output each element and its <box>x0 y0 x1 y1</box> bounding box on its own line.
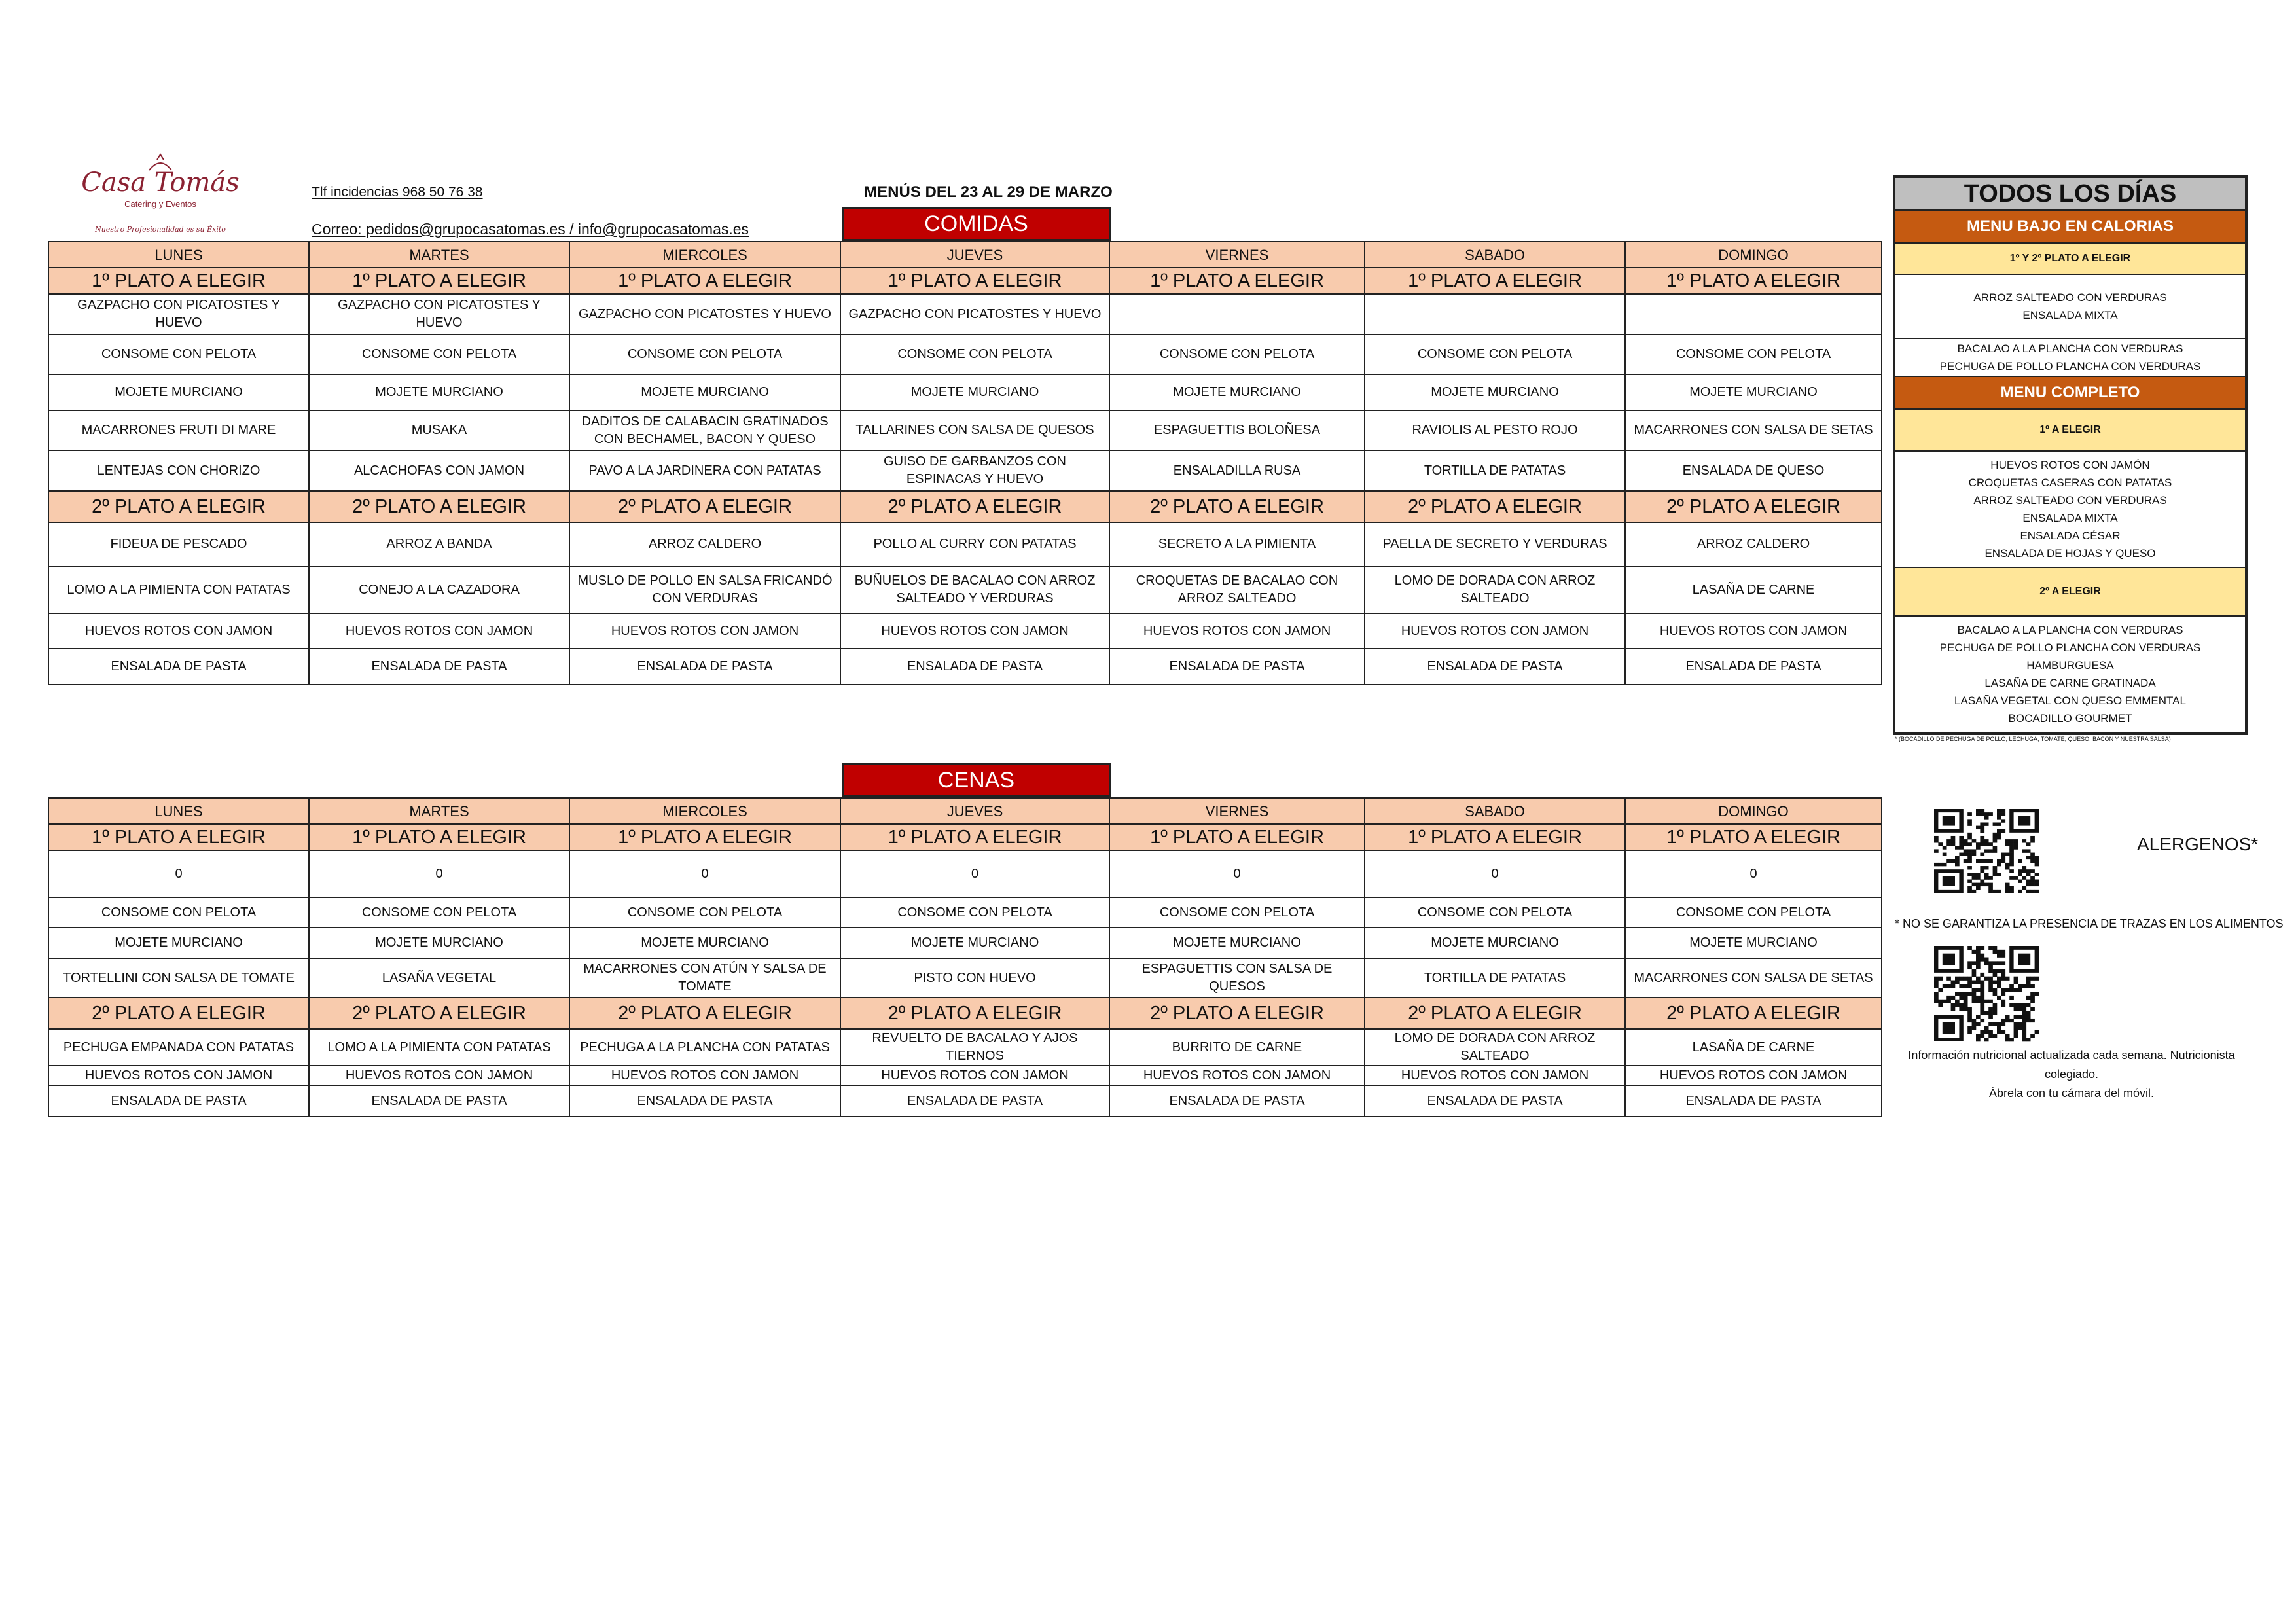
menu-row-cell <box>1365 294 1625 334</box>
full-first-subtitle: 1º A ELEGIR <box>1895 410 2245 452</box>
menu-row-cell: MOJETE MURCIANO <box>1625 374 1882 410</box>
menu-row <box>48 958 1882 998</box>
camera-instruction: Ábrela con tu cámara del móvil. <box>1988 1087 2155 1100</box>
menu-row-cell: LOMO DE DORADA CON ARROZ SALTEADO <box>1365 1029 1625 1066</box>
menu-row-cell <box>1625 294 1882 334</box>
menu-row-cell: MOJETE MURCIANO <box>569 928 840 958</box>
day-header-row-cell: MARTES <box>309 242 569 268</box>
menu-row-cell: CONSOME CON PELOTA <box>840 897 1109 928</box>
menu-row-cell: ENSALADILLA RUSA <box>1109 450 1365 491</box>
second-course-header-row-cell: 2º PLATO A ELEGIR <box>48 491 309 522</box>
panel-list-item: ENSALADA CÉSAR <box>2020 530 2121 542</box>
menu-row-cell: MOJETE MURCIANO <box>840 374 1109 410</box>
menu-row-cell: CONSOME CON PELOTA <box>1109 334 1365 374</box>
menu-row-cell: TORTILLA DE PATATAS <box>1365 450 1625 491</box>
menu-row-cell: MACARRONES CON ATÚN Y SALSA DE TOMATE <box>569 958 840 998</box>
first-course-header-row-cell: 1º PLATO A ELEGIR <box>840 268 1109 294</box>
menu-row-cell: MOJETE MURCIANO <box>840 928 1109 958</box>
menu-row-cell: ARROZ CALDERO <box>1625 522 1882 566</box>
menu-row-cell: HUEVOS ROTOS CON JAMON <box>1625 613 1882 649</box>
second-course-header-row-cell: 2º PLATO A ELEGIR <box>569 998 840 1029</box>
menu-row-cell: SECRETO A LA PIMIENTA <box>1109 522 1365 566</box>
menu-row <box>48 1066 1882 1085</box>
panel-list-item: HAMBURGUESA <box>2026 659 2114 672</box>
menu-row-cell: ENSALADA DE PASTA <box>569 649 840 685</box>
first-course-header-row-cell: 1º PLATO A ELEGIR <box>1365 824 1625 850</box>
first-course-header-row-cell: 1º PLATO A ELEGIR <box>1365 268 1625 294</box>
menu-row-cell: MACARRONES FRUTI DI MARE <box>48 410 309 450</box>
cenas-banner: CENAS <box>842 763 1111 797</box>
menu-row-cell: CONEJO A LA CAZADORA <box>309 566 569 613</box>
contact-email[interactable]: Correo: pedidos@grupocasatomas.es / info@grupocasatomas.es <box>312 221 749 238</box>
menu-row-cell: HUEVOS ROTOS CON JAMON <box>569 1066 840 1085</box>
first-course-header-row <box>48 824 1882 850</box>
day-header-row-cell: JUEVES <box>840 798 1109 824</box>
menu-row-cell: GAZPACHO CON PICATOSTES Y HUEVO <box>309 294 569 334</box>
logo-sub: Catering y Eventos <box>124 199 196 209</box>
panel-list-item: BACALAO A LA PLANCHA CON VERDURAS <box>1957 342 2183 355</box>
menu-row-cell: 0 <box>1109 850 1365 897</box>
menu-row-cell: 0 <box>309 850 569 897</box>
first-course-header-row-cell: 1º PLATO A ELEGIR <box>569 824 840 850</box>
panel-list-item: CROQUETAS CASERAS CON PATATAS <box>1968 477 2172 489</box>
day-header-row <box>48 798 1882 824</box>
menu-row <box>48 1029 1882 1066</box>
menu-row-cell: ARROZ CALDERO <box>569 522 840 566</box>
menu-row-cell: HUEVOS ROTOS CON JAMON <box>1365 1066 1625 1085</box>
menu-row-cell: CONSOME CON PELOTA <box>309 897 569 928</box>
full-second-list <box>1895 617 2245 731</box>
menu-row-cell: MOJETE MURCIANO <box>1625 928 1882 958</box>
second-course-header-row-cell: 2º PLATO A ELEGIR <box>1365 998 1625 1029</box>
menu-row-cell: MOJETE MURCIANO <box>309 374 569 410</box>
menu-row <box>48 649 1882 685</box>
menu-row-cell: BURRITO DE CARNE <box>1109 1029 1365 1066</box>
menu-row-cell: CROQUETAS DE BACALAO CON ARROZ SALTEADO <box>1109 566 1365 613</box>
menu-row-cell: CONSOME CON PELOTA <box>1625 334 1882 374</box>
menu-row-cell: MOJETE MURCIANO <box>48 928 309 958</box>
menu-row-cell: ENSALADA DE QUESO <box>1625 450 1882 491</box>
first-course-header-row-cell: 1º PLATO A ELEGIR <box>1625 824 1882 850</box>
menu-row-cell: ESPAGUETTIS BOLOÑESA <box>1109 410 1365 450</box>
menu-row <box>48 294 1882 334</box>
menu-row <box>48 410 1882 450</box>
second-course-header-row-cell: 2º PLATO A ELEGIR <box>309 998 569 1029</box>
menu-row-cell: MOJETE MURCIANO <box>1365 374 1625 410</box>
menu-row-cell <box>1109 294 1365 334</box>
second-course-header-row-cell: 2º PLATO A ELEGIR <box>1365 491 1625 522</box>
menu-row-cell: TALLARINES CON SALSA DE QUESOS <box>840 410 1109 450</box>
menu-row-cell: ENSALADA DE PASTA <box>1625 1085 1882 1117</box>
menu-row-cell: ENSALADA DE PASTA <box>1109 649 1365 685</box>
second-course-header-row-cell: 2º PLATO A ELEGIR <box>840 998 1109 1029</box>
panel-list-item: ENSALADA MIXTA <box>2022 309 2118 321</box>
menu-row-cell: MACARRONES CON SALSA DE SETAS <box>1625 410 1882 450</box>
menu-row-cell: MACARRONES CON SALSA DE SETAS <box>1625 958 1882 998</box>
panel-list-item: PECHUGA DE POLLO PLANCHA CON VERDURAS <box>1939 360 2201 372</box>
menu-row-cell: PAELLA DE SECRETO Y VERDURAS <box>1365 522 1625 566</box>
day-header-row-cell: SABADO <box>1365 242 1625 268</box>
first-course-header-row-cell: 1º PLATO A ELEGIR <box>309 824 569 850</box>
menu-row-cell: RAVIOLIS AL PESTO ROJO <box>1365 410 1625 450</box>
menu-row <box>48 1085 1882 1117</box>
nutrition-qr-code[interactable] <box>1934 946 2039 1030</box>
menu-row-cell: GAZPACHO CON PICATOSTES Y HUEVO <box>840 294 1109 334</box>
menu-row-cell: ENSALADA DE PASTA <box>569 1085 840 1117</box>
menu-row-cell: HUEVOS ROTOS CON JAMON <box>309 613 569 649</box>
day-header-row-cell: MARTES <box>309 798 569 824</box>
menu-row-cell: PISTO CON HUEVO <box>840 958 1109 998</box>
menu-row-cell: MOJETE MURCIANO <box>1109 374 1365 410</box>
menu-row-cell: CONSOME CON PELOTA <box>309 334 569 374</box>
menu-row-cell: ALCACHOFAS CON JAMON <box>309 450 569 491</box>
menu-row <box>48 850 1882 897</box>
menu-row-cell: LOMO A LA PIMIENTA CON PATATAS <box>309 1029 569 1066</box>
first-course-header-row-cell: 1º PLATO A ELEGIR <box>1625 268 1882 294</box>
menu-row-cell: 0 <box>1365 850 1625 897</box>
menu-row-cell: ARROZ A BANDA <box>309 522 569 566</box>
second-course-header-row-cell: 2º PLATO A ELEGIR <box>48 998 309 1029</box>
menu-row <box>48 450 1882 491</box>
bocadillo-footnote: * (BOCADILLO DE PECHUGA DE POLLO, LECHUGA, TOMATE, QUESO, BACON Y NUESTRA SALSA) <box>1895 736 2171 742</box>
menu-row-cell: ENSALADA DE PASTA <box>1365 1085 1625 1117</box>
menu-row-cell: MOJETE MURCIANO <box>309 928 569 958</box>
day-header-row-cell: VIERNES <box>1109 242 1365 268</box>
second-course-header-row-cell: 2º PLATO A ELEGIR <box>1109 491 1365 522</box>
second-course-header-row <box>48 998 1882 1029</box>
menu-row-cell: 0 <box>1625 850 1882 897</box>
low-cal-group-1 <box>1895 275 2245 339</box>
panel-list-item: ENSALADA MIXTA <box>2022 512 2118 524</box>
first-course-header-row-cell: 1º PLATO A ELEGIR <box>48 268 309 294</box>
day-header-row-cell: LUNES <box>48 242 309 268</box>
day-header-row-cell: LUNES <box>48 798 309 824</box>
menu-row-cell: CONSOME CON PELOTA <box>1109 897 1365 928</box>
menu-row-cell: CONSOME CON PELOTA <box>569 334 840 374</box>
menu-row-cell: CONSOME CON PELOTA <box>48 334 309 374</box>
menu-row-cell: 0 <box>840 850 1109 897</box>
menu-row-cell: MOJETE MURCIANO <box>1365 928 1625 958</box>
menu-title: MENÚS DEL 23 AL 29 DE MARZO <box>864 183 1113 201</box>
menu-row-cell: PAVO A LA JARDINERA CON PATATAS <box>569 450 840 491</box>
menu-row-cell: LOMO DE DORADA CON ARROZ SALTEADO <box>1365 566 1625 613</box>
menu-row-cell: POLLO AL CURRY CON PATATAS <box>840 522 1109 566</box>
menu-row-cell: 0 <box>48 850 309 897</box>
second-course-header-row <box>48 491 1882 522</box>
menu-row-cell: LASAÑA DE CARNE <box>1625 1029 1882 1066</box>
menu-row-cell: BUÑUELOS DE BACALAO CON ARROZ SALTEADO Y VERDURAS <box>840 566 1109 613</box>
menu-row-cell: GAZPACHO CON PICATOSTES Y HUEVO <box>569 294 840 334</box>
first-course-header-row-cell: 1º PLATO A ELEGIR <box>840 824 1109 850</box>
full-first-list <box>1895 452 2245 568</box>
second-course-header-row-cell: 2º PLATO A ELEGIR <box>309 491 569 522</box>
menu-row-cell: HUEVOS ROTOS CON JAMON <box>1109 1066 1365 1085</box>
first-course-header-row-cell: 1º PLATO A ELEGIR <box>48 824 309 850</box>
menu-row-cell: ENSALADA DE PASTA <box>48 1085 309 1117</box>
menu-row-cell: CONSOME CON PELOTA <box>1625 897 1882 928</box>
menu-row-cell: MOJETE MURCIANO <box>1109 928 1365 958</box>
nutrition-info: Información nutricional actualizada cada semana. Nutricionista colegiado. <box>1908 1049 2235 1081</box>
menu-row <box>48 374 1882 410</box>
panel-list-item: ENSALADA DE HOJAS Y QUESO <box>1984 547 2156 560</box>
comidas-banner: COMIDAS <box>842 207 1111 241</box>
menu-row <box>48 334 1882 374</box>
panel-list-item: BOCADILLO GOURMET <box>2008 712 2132 725</box>
cenas-table <box>48 797 1882 1117</box>
first-course-header-row-cell: 1º PLATO A ELEGIR <box>569 268 840 294</box>
menu-row-cell: HUEVOS ROTOS CON JAMON <box>569 613 840 649</box>
panel-list-item: LASAÑA VEGETAL CON QUESO EMMENTAL <box>1954 694 2186 707</box>
day-header-row-cell: DOMINGO <box>1625 242 1882 268</box>
menu-row-cell: MOJETE MURCIANO <box>569 374 840 410</box>
comidas-table <box>48 241 1882 685</box>
menu-row <box>48 566 1882 613</box>
panel-list-item: PECHUGA DE POLLO PLANCHA CON VERDURAS <box>1939 641 2201 654</box>
menu-row-cell: ENSALADA DE PASTA <box>1109 1085 1365 1117</box>
panel-list-item: BACALAO A LA PLANCHA CON VERDURAS <box>1957 623 2183 636</box>
menu-row-cell: HUEVOS ROTOS CON JAMON <box>309 1066 569 1085</box>
menu-row-cell: LASAÑA VEGETAL <box>309 958 569 998</box>
alergenos-label: ALERGENOS* <box>2137 834 2259 854</box>
day-header-row-cell: JUEVES <box>840 242 1109 268</box>
second-course-header-row-cell: 2º PLATO A ELEGIR <box>1625 491 1882 522</box>
menu-row-cell: MOJETE MURCIANO <box>48 374 309 410</box>
second-course-header-row-cell: 2º PLATO A ELEGIR <box>1109 998 1365 1029</box>
menu-row-cell: HUEVOS ROTOS CON JAMON <box>840 1066 1109 1085</box>
menu-row-cell: LENTEJAS CON CHORIZO <box>48 450 309 491</box>
panel-list-item: LASAÑA DE CARNE GRATINADA <box>1984 676 2156 689</box>
menu-row-cell: ENSALADA DE PASTA <box>840 1085 1109 1117</box>
low-cal-title: MENU BAJO EN CALORIAS <box>1895 211 2245 244</box>
menu-row-cell: HUEVOS ROTOS CON JAMON <box>1365 613 1625 649</box>
day-header-row-cell: SABADO <box>1365 798 1625 824</box>
menu-row-cell: ENSALADA DE PASTA <box>840 649 1109 685</box>
first-course-header-row <box>48 268 1882 294</box>
menu-row <box>48 928 1882 958</box>
panel-title: TODOS LOS DÍAS <box>1895 178 2245 211</box>
menu-row-cell: ENSALADA DE PASTA <box>1365 649 1625 685</box>
second-course-header-row-cell: 2º PLATO A ELEGIR <box>840 491 1109 522</box>
day-header-row <box>48 242 1882 268</box>
menu-row-cell: HUEVOS ROTOS CON JAMON <box>48 613 309 649</box>
menu-row-cell: GUISO DE GARBANZOS CON ESPINACAS Y HUEVO <box>840 450 1109 491</box>
panel-list-item: ARROZ SALTEADO CON VERDURAS <box>1973 494 2167 507</box>
menu-row-cell: 0 <box>569 850 840 897</box>
menu-row-cell: CONSOME CON PELOTA <box>1365 897 1625 928</box>
menu-row-cell: MUSLO DE POLLO EN SALSA FRICANDÓ CON VERDURAS <box>569 566 840 613</box>
menu-row-cell: HUEVOS ROTOS CON JAMON <box>1625 1066 1882 1085</box>
day-header-row-cell: DOMINGO <box>1625 798 1882 824</box>
menu-row-cell: REVUELTO DE BACALAO Y AJOS TIERNOS <box>840 1029 1109 1066</box>
menu-row-cell: PECHUGA EMPANADA CON PATATAS <box>48 1029 309 1066</box>
menu-row-cell: HUEVOS ROTOS CON JAMON <box>840 613 1109 649</box>
trazas-notice: * NO SE GARANTIZA LA PRESENCIA DE TRAZAS EN LOS ALIMENTOS <box>1895 917 2284 930</box>
menu-row-cell: CONSOME CON PELOTA <box>48 897 309 928</box>
menu-row-cell: ENSALADA DE PASTA <box>309 649 569 685</box>
panel-list-item: HUEVOS ROTOS CON JAMÓN <box>1990 459 2150 471</box>
menu-row-cell: LASAÑA DE CARNE <box>1625 566 1882 613</box>
logo-name: Casa Tomás <box>81 168 240 198</box>
second-course-header-row-cell: 2º PLATO A ELEGIR <box>1625 998 1882 1029</box>
phone-incidencias[interactable]: Tlf incidencias 968 50 76 38 <box>312 185 483 200</box>
menu-row-cell: DADITOS DE CALABACIN GRATINADOS CON BECHAMEL, BACON Y QUESO <box>569 410 840 450</box>
menu-row-cell: GAZPACHO CON PICATOSTES Y HUEVO <box>48 294 309 334</box>
menu-row-cell: CONSOME CON PELOTA <box>569 897 840 928</box>
menu-row-cell: HUEVOS ROTOS CON JAMON <box>1109 613 1365 649</box>
menu-row-cell: CONSOME CON PELOTA <box>840 334 1109 374</box>
menu-row-cell: TORTILLA DE PATATAS <box>1365 958 1625 998</box>
panel-list-item: ARROZ SALTEADO CON VERDURAS <box>1973 291 2167 304</box>
menu-row <box>48 897 1882 928</box>
menu-row-cell: LOMO A LA PIMIENTA CON PATATAS <box>48 566 309 613</box>
menu-row-cell: ENSALADA DE PASTA <box>48 649 309 685</box>
logo-tagline: Nuestro Profesionalidad es su Éxito <box>95 225 226 234</box>
second-course-header-row-cell: 2º PLATO A ELEGIR <box>569 491 840 522</box>
first-course-header-row-cell: 1º PLATO A ELEGIR <box>309 268 569 294</box>
full-second-subtitle: 2º A ELEGIR <box>1895 568 2245 617</box>
low-cal-subtitle: 1º Y 2º PLATO A ELEGIR <box>1895 244 2245 275</box>
low-cal-group-2 <box>1895 339 2245 377</box>
menu-row-cell: ESPAGUETTIS CON SALSA DE QUESOS <box>1109 958 1365 998</box>
menu-row-cell: HUEVOS ROTOS CON JAMON <box>48 1066 309 1085</box>
todos-los-dias-panel <box>1893 175 2248 735</box>
menu-row-cell: CONSOME CON PELOTA <box>1365 334 1625 374</box>
casa-tomas-logo <box>81 151 240 242</box>
alergenos-qr-code[interactable] <box>1934 809 2039 893</box>
menu-row-cell: ENSALADA DE PASTA <box>309 1085 569 1117</box>
menu-row-cell: TORTELLINI CON SALSA DE TOMATE <box>48 958 309 998</box>
first-course-header-row-cell: 1º PLATO A ELEGIR <box>1109 824 1365 850</box>
full-menu-title: MENU COMPLETO <box>1895 377 2245 410</box>
day-header-row-cell: VIERNES <box>1109 798 1365 824</box>
day-header-row-cell: MIERCOLES <box>569 798 840 824</box>
menu-row <box>48 613 1882 649</box>
menu-row-cell: MUSAKA <box>309 410 569 450</box>
menu-row-cell: ENSALADA DE PASTA <box>1625 649 1882 685</box>
menu-row-cell: PECHUGA A LA PLANCHA CON PATATAS <box>569 1029 840 1066</box>
menu-row <box>48 522 1882 566</box>
day-header-row-cell: MIERCOLES <box>569 242 840 268</box>
first-course-header-row-cell: 1º PLATO A ELEGIR <box>1109 268 1365 294</box>
menu-row-cell: FIDEUA DE PESCADO <box>48 522 309 566</box>
